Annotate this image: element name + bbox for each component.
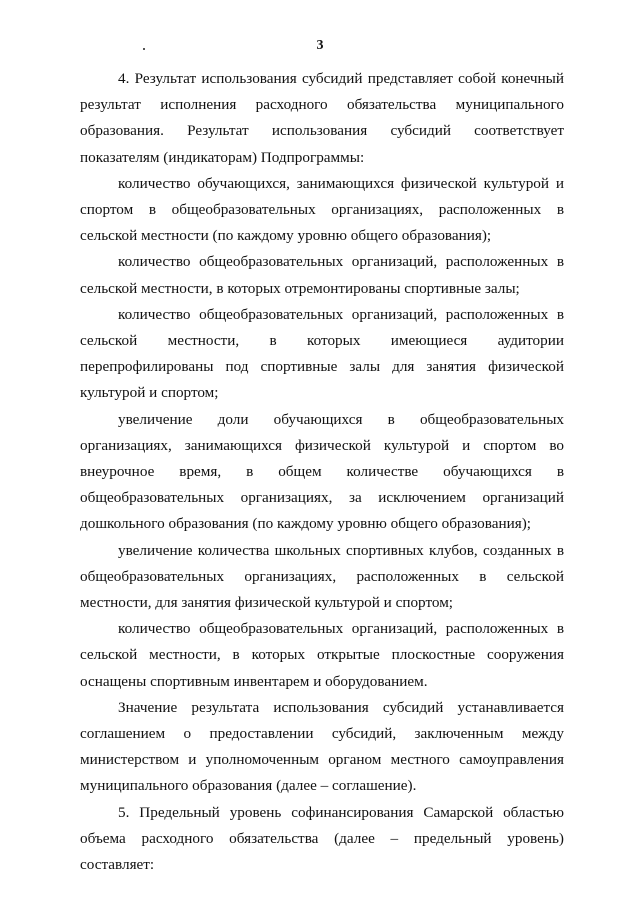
document-body — [80, 66, 564, 878]
paragraph-indicator-students: количество обучающихся, занимающихся физической культурой и спортом в общеобразовательных организациях, расположенных в сельской местности (по каждому уровню общего образования); — [80, 174, 564, 245]
paragraph-indicator-repurposed-rooms: количество общеобразовательных организаций, расположенных в сельской местности, в которых имеющиеся аудитории перепрофилированы под спортивные залы для занятия физической культурой и спортом; — [80, 305, 564, 402]
paragraph-indicator-sports-clubs: увеличение количества школьных спортивных клубов, созданных в общеобразовательных организациях, расположенных в сельской местности, для занятия физической культурой и спортом; — [80, 541, 564, 612]
paragraph-indicator-share-increase: увеличение доли обучающихся в общеобразовательных организациях, занимающихся физической культурой и спортом во внеурочное время, в общем количестве обучающихся в общеобразовательных организациях, за исключением организаций дошкольного образования (по каждому уровню общего образования); — [80, 410, 564, 533]
paragraph-cofinancing-level: 5. Предельный уровень софинансирования Самарской областью объема расходного обязательства (далее – предельный уровень) составляет: — [80, 803, 564, 874]
page-number: 3 — [316, 38, 324, 53]
paragraph-indicator-repaired-halls: количество общеобразовательных организаций, расположенных в сельской местности, в которых отремонтированы спортивные залы; — [80, 253, 564, 297]
scan-speck — [143, 48, 145, 50]
paragraph-subsidy-result: 4. Результат использования субсидий представляет собой конечный результат исполнения расходного обязательства муниципального образования. Результат использования субсидий соответствует показателям (индикаторам) Подпрограммы: — [80, 70, 564, 166]
paragraph-result-value-agreement: Значение результата использования субсидий устанавливается соглашением о предоставлении субсидий, заключенным между министерством и уполномоченным органом местного самоуправления муниципального образования (далее – соглашение). — [80, 698, 564, 795]
paragraph-indicator-outdoor-facilities: количество общеобразовательных организаций, расположенных в сельской местности, в которых открытые плоскостные сооружения оснащены спортивным инвентарем и оборудованием. — [80, 620, 564, 690]
